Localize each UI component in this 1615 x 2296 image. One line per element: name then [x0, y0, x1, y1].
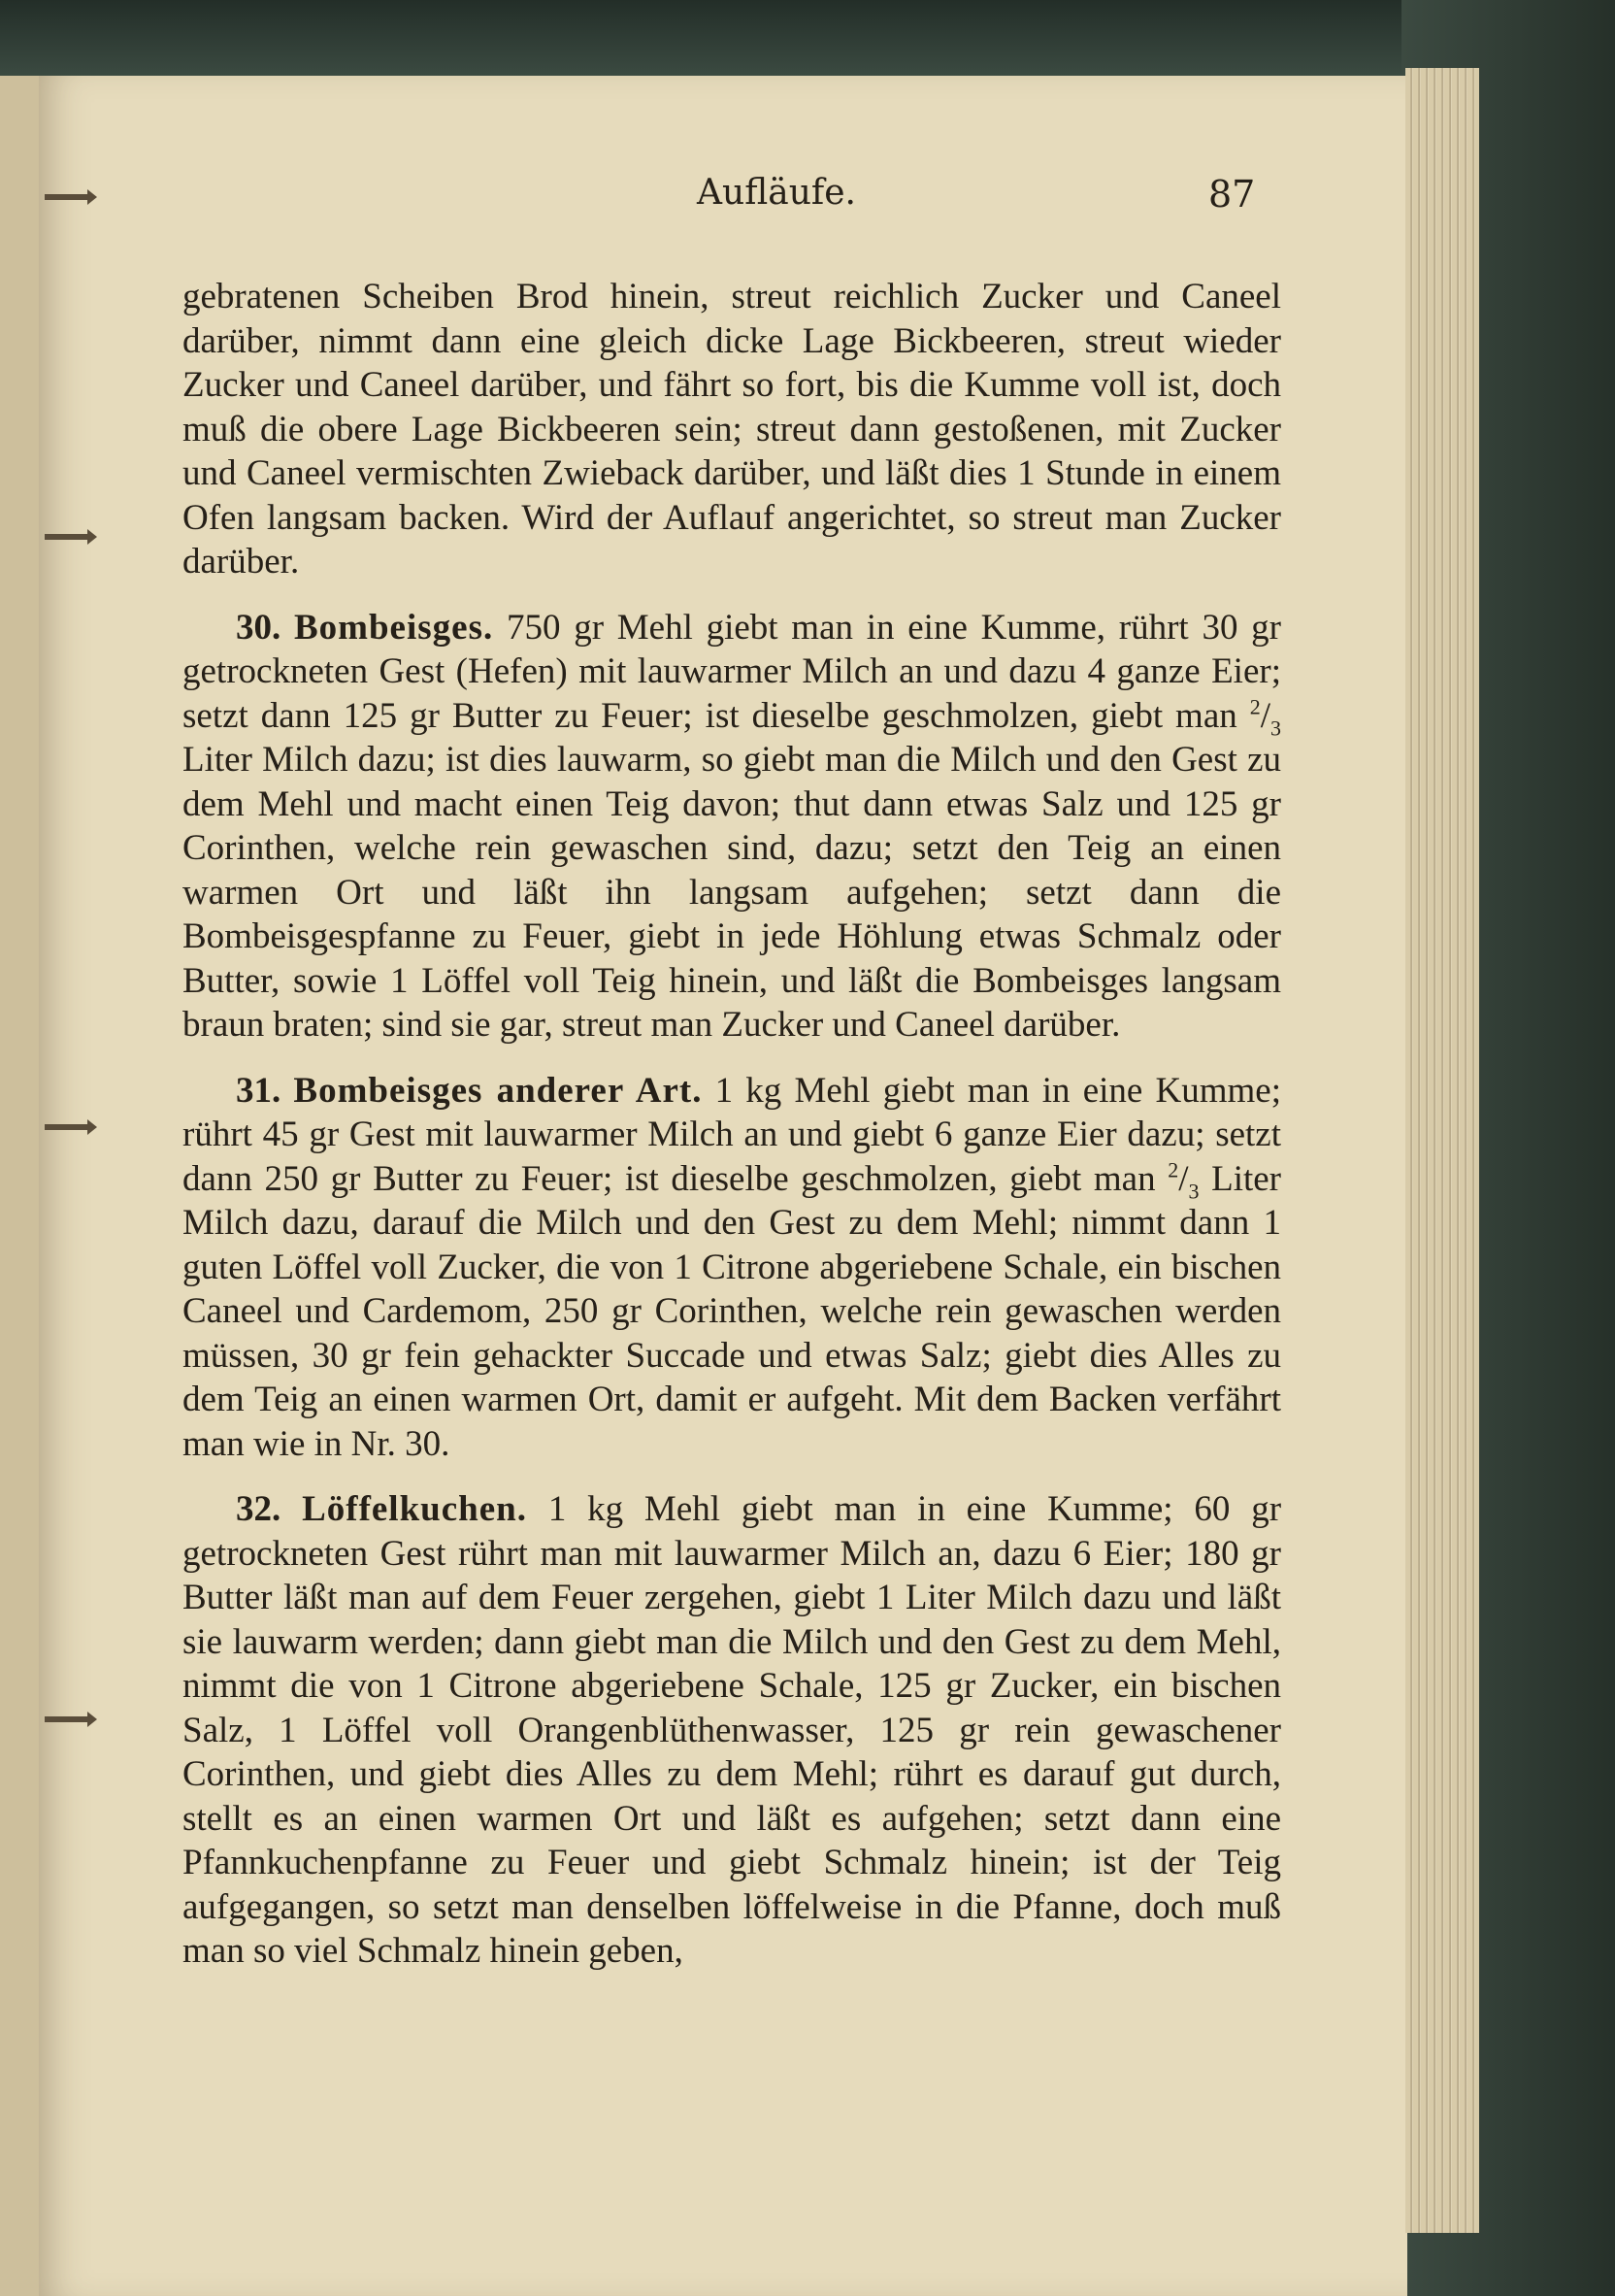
recipe-text: 750 gr Mehl giebt man in eine Kumme, rührt 30 gr getrockneten Gest (Hefen) mit lauwarmer Milch an und dazu 4 ganze Eier; setzt dann 125 gr Butter zu Feuer; ist dieselbe geschmolzen, giebt man [182, 607, 1281, 736]
fraction-numerator: 2 [1168, 1157, 1179, 1182]
running-head: Aufläufe. [697, 173, 856, 213]
facing-page-edge [0, 76, 41, 2296]
recipe-number: 30. [236, 607, 281, 648]
page-header [39, 173, 1407, 231]
fraction-numerator: 2 [1249, 694, 1261, 719]
page-edges [1405, 68, 1479, 2233]
book-page [39, 76, 1407, 2296]
margin-marker [45, 534, 91, 540]
recipe-text: Liter Milch dazu; ist dies lauwarm, so giebt man die Milch und den Gest zu dem Mehl und macht einen Teig davon; thut dann etwas Salz und 125 gr Corinthen, welche rein gewaschen sind, dazu; setzt den Teig an einen warmen Ort und läßt ihn langsam aufgehen; setzt dann die Bombeisgespfanne zu Feuer, giebt in jede Höhlung etwas Schmalz oder Butter, sowie 1 Löffel voll Teig hinein, und läßt die Bombeisges langsam braun braten; sind sie gar, streut man Zucker und Caneel darüber. [182, 740, 1281, 1045]
fraction-denominator: 3 [1188, 1178, 1200, 1203]
recipe-30: 30. Bombeisges. 750 gr Mehl giebt man in eine Kumme, rührt 30 gr getrockneten Gest (Hefen) mit lauwarmer Milch an und dazu 4 ganze Eier; setzt dann 125 gr Butter zu Feuer; ist dieselbe geschmolzen, giebt man $^2/_3$ Liter Milch dazu; ist dies lauwarm, so giebt man die Milch und den Gest zu dem Mehl und macht einen Teig davon; thut dann etwas Salz und 125 gr Corinthen, welche rein gewaschen sind, dazu; setzt den Teig an einen warmen Ort und läßt ihn langsam aufgehen; setzt dann die Bombeisgespfanne zu Feuer, giebt in jede Höhlung etwas Schmalz oder Butter, sowie 1 Löffel voll Teig hinein, und läßt die Bombeisges langsam braun braten; sind sie gar, streut man Zucker und Caneel darüber. [182, 607, 1281, 1045]
recipe-text: 1 kg Mehl giebt man in eine Kumme; 60 gr getrockneten Gest rührt man mit lauwarmer Milch an, dazu 6 Eier; 180 gr Butter läßt man auf dem Feuer zergehen, giebt 1 Liter Milch dazu und läßt sie lauwarm werden; dann giebt man die Milch und den Gest zu dem Mehl, nimmt die von 1 Citrone abgeriebene Schale, 125 gr Zucker, ein bischen Salz, 1 Löffel voll Orangenblüthenwasser, 125 gr rein gewaschener Corinthen, und giebt dies Alles zu dem Mehl; rührt es darauf gut durch, stellt es an einen warmen Ort und läßt es aufgehen; setzt dann eine Pfannkuchenpfanne zu Feuer und giebt Schmalz hinein; ist der Teig aufgegangen, so setzt man denselben löffelweise in die Pfanne, doch muß man so viel Schmalz hinein geben, [182, 1489, 1282, 1971]
page-number: 87 [1208, 173, 1256, 216]
recipe-32 [182, 1487, 1281, 1974]
recipe-31: 31. Bombeisges anderer Art. 1 kg Mehl giebt man in eine Kumme; rührt 45 gr Gest mit lauwarmer Milch an und giebt 6 ganze Eier dazu; setzt dann 250 gr Butter zu Feuer; ist dieselbe geschmolzen, giebt man $^2/_3$ Liter Milch dazu, darauf die Milch und den Gest zu dem Mehl; nimmt dann 1 guten Löffel voll Zucker, die von 1 Citrone abgeriebene Schale, ein bischen Caneel und Cardemom, 250 gr Corinthen, welche rein gewaschen werden müssen, 30 gr fein gehackter Succade und etwas Salz; giebt dies Alles zu dem Teig an einen warmen Ort, damit er aufgeht. Mit dem Backen verfährt man wie in Nr. 30. [182, 1070, 1282, 1464]
intro-paragraph: gebratenen Scheiben Brod hinein, streut reichlich Zucker und Caneel darüber, nimmt dann eine gleich dicke Lage Bickbeeren, streut wieder Zucker und Caneel darüber, und fährt so fort, bis die Kumme voll ist, doch muß die obere Lage Bickbeeren sein; streut dann gestoßenen, mit Zucker und Caneel vermischten Zwieback darüber, und läßt dies 1 Stunde in einem Ofen langsam backen. Wird der Auflauf angerichtet, so streut man Zucker darüber. [182, 277, 1281, 582]
recipe-number: 32. [236, 1489, 281, 1529]
recipe-text: Liter Milch dazu, darauf die Milch und den Gest zu dem Mehl; nimmt dann 1 guten Löffel voll Zucker, die von 1 Citrone abgeriebene Schale, ein bischen Caneel und Cardemom, 250 gr Corinthen, welche rein gewaschen werden müssen, 30 gr fein gehackter Succade und etwas Salz; giebt dies Alles zu dem Teig an einen warmen Ort, damit er aufgeht. Mit dem Backen verfährt man wie in Nr. 30. [182, 1158, 1282, 1464]
recipe-text: 1 kg Mehl giebt man in eine Kumme; rührt 45 gr Gest mit lauwarmer Milch an und giebt 6 ganze Eier dazu; setzt dann 250 gr Butter zu Feuer; ist dieselbe geschmolzen, giebt man [182, 1070, 1281, 1199]
recipe-title: Bombeisges anderer Art. [293, 1070, 703, 1111]
margin-marker [45, 1124, 91, 1130]
fraction-denominator: 3 [1270, 715, 1281, 740]
recipe-title: Bombeisges. [293, 607, 494, 648]
book-binding-top [0, 0, 1615, 76]
recipe-title: Löffelkuchen. [302, 1489, 527, 1529]
recipe-number: 31. [236, 1070, 281, 1111]
body-text [182, 275, 1281, 1974]
margin-marker [45, 1716, 91, 1722]
